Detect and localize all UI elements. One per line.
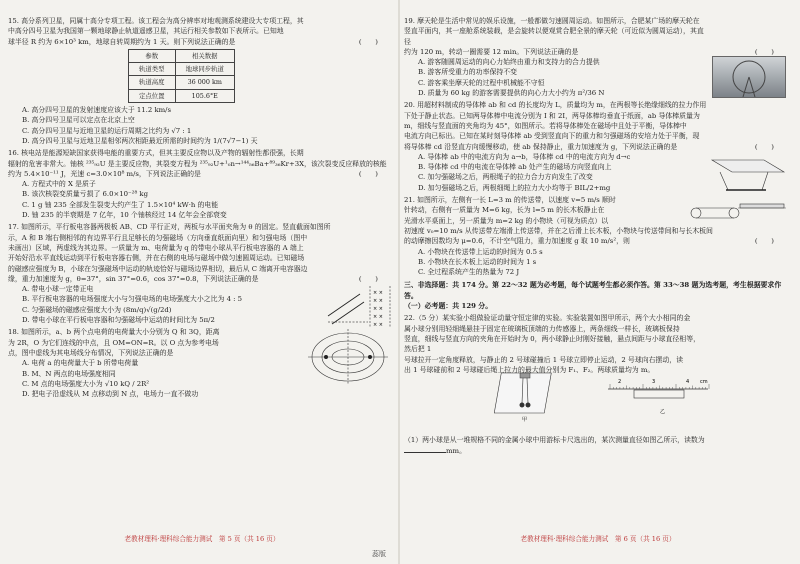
ruler-unit: cm: [700, 379, 708, 386]
question-22: 22.（5 分）某实验小组做验证动量守恒定律的实验。实验装置如图甲所示，两个大小相同的金 属小球分别用轻细绳悬挂于固定在玻璃板顶端的力传感器上，两条细线一样长，玻璃板保持 竖直，细线与竖直方向的夹角在开始时为 0，两小球静止时刚好接触，悬点间距与小球直径相等，然后把 1 号球拉开一定角度释放，与静止的 2 号球碰撞后 1 号球立即停止运动，2 号球向右摆动，读 出 1 号球碰前和 2 号球碰后绳上拉力的最大值分别为 F₁、F₂。两球质量均为 m。 甲 2 3 4 cm 乙 （1）两小球是从一堆规格不同的金属小球中用游标卡尺选出的，某次测量直径如图乙所示，读数为 mm。: [404, 313, 792, 456]
center-stamp: 蕊版: [372, 550, 386, 558]
footer-left: 老教材理科·理科综合能力测试 第 5 页（共 16 页）: [124, 534, 280, 543]
ferris-wheel-photo: [712, 56, 786, 98]
answer-blank[interactable]: [404, 445, 446, 453]
conveyor-belt-figure: [688, 195, 788, 227]
capacitor-field-figure: [324, 284, 392, 330]
field-lines-figure: [306, 327, 390, 387]
pendulum-apparatus-figure: [494, 369, 564, 423]
option: B. 高分四号卫星可以定点在北京上空: [22, 116, 135, 125]
figure-label-jia: 甲: [522, 417, 528, 424]
svg-text:× ×: × ×: [373, 314, 383, 321]
svg-text:× ×: × ×: [373, 298, 383, 305]
svg-text:× ×: × ×: [373, 306, 383, 313]
ruler-tick: 2: [618, 379, 622, 386]
svg-text:× ×: × ×: [373, 322, 383, 329]
page-fold: [398, 0, 400, 564]
satellite-table: 参数 相关数据 轨道类型 地球同步轨道 轨道高度 36 000 km 定点位置 105.6°E: [128, 49, 235, 103]
question-21: 21. 如图所示，左侧有一长 L=3 m 的传送带，以速度 v=5 m/s 顺时 针转动，右侧有一质量为 M=6 kg，长为 l=5 m 的长木板静止在 光滑水平桌面上，另一质量为 m=2 kg 的小物块（可视为质点）以 初速度 v₀=10 m/s 从传送带左端滑上传送带，并在之后滑上长木板，小物块与传送带间和与长木板间 的动摩擦因数均为 μ=0.6，不计空气阻力，重力加速度 g 取 10 m/s²，则 ( ) A. 小物块在传送带上运动的时间为 0.5 s B. 小物块在长木板上运动的时间为 1 s C. 全过程系统产生的热量为 72 J: [404, 195, 792, 277]
question-17: 17. 如图所示，平行板电容器两极板 AB、CD 平行正对，两板与水平面夹角为 θ 的固定。竖直截面如图所 示，A 和 B 端右侧相邻的有边界平行且足够长的匀强磁场（方向垂直纸面向里）和匀强电场（图中 未画出）区域，两虚线为其边界。一质量为 m、电荷量为 q 的带电小球从平行板电容器的 A 端上 开始好沿水平直线运动到平行板电容器右侧，并在右侧的电场与磁场中做匀速圆周运动。已知磁场 的磁感应强度为 B，小球在匀强磁场中运动的轨迹恰好与磁场边界相切，最后从 C 端离开电容器边 缘，重力加速度为 g，θ=37°，sin 37°=0.6，cos 37°=0.8，下列说法正确的是 ( ) A. 带电小球一定带正电 B. 平行板电容器的电场强度大小与匀强电场的电场强度大小之比为 4 : 5 C. 匀强磁场的磁感应强度大小为 (8m/q)√(g/2d) D. 带电小球在平行板电容器和匀强磁场中运动的时间比为 5π/2 × × × × × × × × × ×: [8, 222, 396, 325]
svg-text:× ×: × ×: [373, 290, 383, 297]
option: A. 高分四号卫星的发射速度应该大于 11.2 km/s: [22, 106, 172, 115]
ruler-tick: 4: [686, 379, 690, 386]
footer-right: 老教材理科·理科综合能力测试 第 6 页（共 16 页）: [520, 534, 676, 543]
option: D. 高分四号卫星与近地卫星相邻两次相距最近所需的时间约为 1/(7√7−1) 天: [22, 136, 258, 145]
page-right: [404, 14, 792, 544]
section-3-heading: 三、非选择题：共 174 分。第 22～32 题为必考题，每个试题考生都必须作答。第 33～38 题为选考题，考生根据要求作答。: [404, 281, 782, 300]
question-18: 18. 如图所示，a、b 两个点电荷的电荷量大小分别为 Q 和 3Q，距离 为 2R，O 为它们连线的中点，且 OM=ON=R。以 O 点为参考电场 点，图中虚线为其电场线分布情况，下列说法正确的是 A. 电荷 a 的电荷量大于 b 所带电荷量 B. M、N 两点的电场强度相同 C. M 点的电场强度大小为 √10 kQ / 2R² D. 把电子沿虚线从 M 点移动到 N 点，电场力一直不做功: [8, 327, 396, 399]
option: C. 高分四号卫星与近地卫星的运行周期之比约为 √7 : 1: [22, 126, 192, 135]
ruler-tick: 3: [652, 379, 656, 386]
page-left: [8, 14, 396, 544]
question-16: 16. 核电站是能源短缺国家获得电能的重要方式，但其主要反应物以及产物的辐射性都很强，长期 辐射的危害非常大。铀核 ²³⁵₉₂U 是主要反应物，其裂变方程为 ²³⁵₉₂U+¹₀n→¹⁴⁴₅₆Ba+⁸⁹₃₆Kr+3X，该次裂变反应释放的核能 约为 5.4×10⁻¹¹ J，光速 c=3.0×10⁸ m/s，下列说法正确的是 ( ) A. 方程式中的 X 是质子 B. 该次核裂变质量亏损了 6.0×10⁻²⁸ kg C. 1 g 铀 235 全部发生裂变大约产生了 1.5×10⁴ kW·h 的电能 D. 铀 235 的半衰期是 7 亿年，10 个铀核经过 14 亿年会全部衰变: [8, 149, 387, 220]
section-3a-heading: （一）必考题：共 129 分。: [404, 302, 493, 311]
question-15: 15. 高分系列卫星，同属十高分专项工程。该工程会为高分辨率对地观测系统建设大专项工程，其 中高分四号卫星为我国第一颗地球静止轨道遥感卫星，其运行相关参数如下表所示。已知地 球半径 R 约为 6×10³ km，地球自转周期约为 1 天。则下列说法正确的是 ( ) 参数 相关数据 轨道类型 地球同步轨道 轨道高度 36 000 km 定点位置 105.6°E A. 高分四号卫星的发射速度应该大于 11.2 km/s B. 高分四号卫星可以定点在北京上空 C. 高分四号卫星与近地卫星的运行周期之比约为 √7 : 1 D. 高分四号卫星与近地卫星相邻两次相距最近所需的时间约为 1/(7√7−1) 天: [8, 16, 396, 146]
vernier-caliper-figure: [604, 373, 714, 417]
question-19: 19. 摩天轮是生活中常见的娱乐设施，一般都做匀速圆周运动。如图所示，合肥某广场的摩天轮在 竖直平面内，其一座舱系统装载，是会旋转以便观赏合肥全景的摩天轮（可近似为圆周运动），其直径 约为 120 m，转动一圈需要 12 min。下列说法正确的是 ( ) A. 游客随圆周运动的向心力始终由重力和支持力的合力提供 B. 游客所受重力的功率保持不变 C. 游客乘坐摩天轮的过程中机械能不守恒 D. 质量为 60 kg 的游客需要提供的向心力大小约为 π²/36 N: [404, 16, 792, 98]
figure-label-yi: 乙: [660, 409, 666, 416]
question-20: 20. 用超材料制成的导体棒 ab 和 cd 的长度均为 L，质量均为 m，在两根等长绝缘细线的拉力作用 下处于静止状态。已知两导体棒中电流分别为 I 和 2I，两导体棒均垂直于纸面，ab 导体棒质量为 m，细线与竖直面的夹角均为 45°，如图所示。若将导体棒处在磁场中且处于平衡，导体棒中 电流方向已标出。已知在某时刻导体棒 ab 受到竖直向下的重力和匀强磁场的安培力处于平衡，现 将导体棒 cd 沿竖直方向缓慢移动，使 ab 保持静止，重力加速度为 g，下列说法正确的是 ( ) A. 导体棒 ab 中的电流方向为 a→b，导体棒 cd 中的电流方向为 d→c B. 导体棒 cd 中的电流在导体棒 ab 处产生的磁场方向竖直向上 C. 加匀强磁场之后，两根绳子的拉力合力方向发生了改变 D. 加匀强磁场之后，两根细绳上的拉力大小均等于 BIL/2+mg: [404, 100, 792, 193]
question-22-part1: （1）两小球是从一堆规格不同的金属小球中用游标卡尺选出的，某次测量直径如图乙所示，读数为: [404, 436, 705, 445]
conductor-rods-figure: [708, 152, 788, 192]
